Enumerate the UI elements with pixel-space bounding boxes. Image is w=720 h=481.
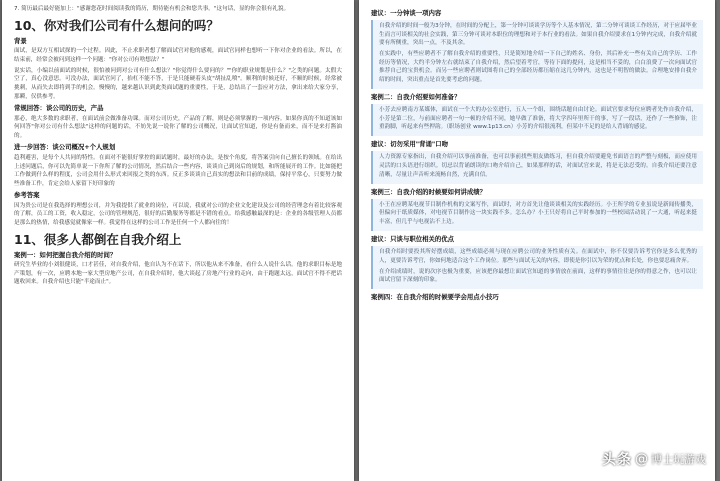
background-heading: 背景 (14, 36, 27, 45)
tip-prep-heading: 常规回答：谈公司的历史，产品 (14, 104, 104, 113)
left-page (2, 0, 354, 481)
suggestion-1-paragraph: 自我介绍的时间一般为3分钟，在时间的分配上，第一分钟可谈谈学历等个人基本情况，第二分钟可谈谈工作经历，对于应届毕业生而言可谈相关的社会实践，第三分钟可谈对本职位的理想和对于本行业的看法。如果自我介绍要求在1分钟内完成，自我介绍就要有所侧重，突出一点，不及其余。 (379, 23, 697, 47)
case-2-paragraph: 小芳去应聘南方某媒体，面试在一个大的办公室进行，五人一个组，围绕话题自由讨论。面试官要求每位应聘者先作自我介绍，小芳是第二位，与前面应聘者一句一顿的介绍不同，她早做了准备，将大学四年里所干的事，写了一段话，还作了一些修饰，注重韵脚，听起来有些押韵。（职场创业 www.1p13.cn）小芳的介绍很流利，但某中不足的是给人背诵的感觉。 (379, 107, 697, 131)
suggestion-3-heading: 建议：只谈与职位相关的优点 (371, 235, 455, 243)
watermark-author: 博士玩游戏 (651, 453, 706, 466)
case-1-heading: 案例一：如何把握自我介绍的时间？ (14, 250, 117, 259)
suggestion-3-paragraph: 自我介绍时要投其所好摆成绩，这些成绩必须与现在应聘公司的业务性质有关。在面试中，你不仅要告诉考官你是多么优秀的人，更要告诉考官，你如何地适合这个工作岗位。那些与面试无关的内容，即使是你引以为荣的优点和长处，你也要忍痛舍弃。 (379, 249, 697, 264)
suggestion-2-box (371, 151, 703, 183)
top-paragraph: 7. 简历最后最好能加上："感谢您花时间阅读我的简历，期待能有机会和您共事。"这句话，显的你会很有礼貌。 (14, 6, 290, 12)
suggestion-1-box (371, 20, 703, 89)
case-2-box (371, 104, 703, 136)
case-4-heading: 案例四：在自我介绍的时候要学会用点小技巧 (371, 293, 499, 302)
background-paragraph-2: 说实话，小编以前面试的时候，很怕被问到对公司有什么想法？"你觉得什么要问的？""你的职业规划是什么？"之类的问题。太假大空了，真心没意思。可没办法，面试官问了，抬杠不能不答，于是只能硬着头皮"胡扯乱喷"。顺利的时候还好，不顺的时候，经常被挑刺，从而失去即将到手的机会。慢慢的，越来越认识到此类面试题的重要性，于是，总结出了一套应对方法，拿出来给大家分享，那瞬，仅供参考。 (14, 67, 342, 100)
watermark-separator: @ (635, 451, 648, 467)
case-3-box (371, 199, 703, 231)
tip-plan-heading: 进一步回答：谈公司概况+个人规划 (14, 143, 116, 152)
reference-heading: 参考答案 (14, 191, 40, 200)
section-11-title: 11、很多人都倒在自我介绍上 (14, 231, 182, 247)
watermark-brand: 头条 (602, 452, 632, 468)
suggestion-2-heading: 建议：切勿采用"背诵"口吻 (371, 140, 448, 149)
background-paragraph: 面试，是双方互相试探的一个过程。因此，不止求职者想了解面试官对他的感观，面试官同样也想听一下你对企业的看法。所以，在结束前，经常会被问到这样一个问题："你对公司有啥想法？" (14, 48, 342, 63)
suggestion-3-paragraph-2: 在介绍成绩时，说的次序也极为重要，应该把你最想让面试官知道的事情放在前面，这样的事情往往是你的得意之作，也可以让面试官留下深刻的印象。 (379, 268, 697, 284)
suggestion-2-paragraph: 人力资源专家指出，自我介绍可以事前准备，也可以事前找些朋友做练习，但自我介绍要避免书面语言的严整与刻板，而应使用灵活的口头语进行组织。切忌以背诵朗读的口吻介绍自己，如果那样的话，对面试官来说，将是无法忍受的。自我介绍还要注意清晰，尽量让声音听来流畅自然，充满自信。 (379, 154, 697, 178)
watermark (602, 449, 706, 469)
reference-paragraph: 因为贵公司是在我选择的理想公司，并为我提供了就业的岗位，可以说，我就对公司的企业文化建设及公司的经营理念有着比较客观的了解，员工的工资，收入稳定，公司的管理规范，很好的后勤服务等都是不错的看点。给我感触最深的是：企业的各级管理人员都是那么的热情，给我感觉就像家一样。我觉得在这样的公司工作是任何一个人都向往的！ (14, 202, 342, 226)
case-3-heading: 案例三：自我介绍的时候要如何讲成绩？ (371, 187, 487, 196)
tip-prep-paragraph: 那必，绝大多数的求职者，在面试前会做准备功课。而对公司历史，产品的了解，则是必须掌握的一项内容。如果你真的不知道该如何回答"你对公司有什么想法"这样的问题的话，不妨先说一说你了解的公司概况，让面试官知道，你是有备而来，而不是来打酱油的。 (14, 115, 342, 139)
suggestion-3-box (371, 246, 703, 289)
suggestion-1-paragraph-2: 在实践中，有些应聘者不了解自我介绍的重要性，只是简短地介绍一下自己的姓名、身份，其后补充一些有关自己的学历、工作经历等情况，大约半分钟左右就结束了自我介绍，然后望着考官，等待下面的提问，这是相当不妥的，白白浪费了一次向面试官推荐自己的宝贵机会。而另一些应聘者则试图将自己的全部经历都压缩在这几分钟内，这也是不明智的做法。合理地安排自我介绍的时间，突出重点是首先要考虑的问题。 (379, 51, 697, 84)
right-page (359, 0, 715, 481)
section-10-title: 10、你对我们公司有什么想问的吗？ (14, 17, 219, 33)
case-3-paragraph: 小王在应聘某电视节目制作机构的文案写作，面试时，对方首先让他谈谈相关的实践经历。小王所学的专业虽说是新闻传播类，但偏向于纸质媒体，对电视节目制作这一块实践不多。怎么办？小王只好将自己平时参加的一些校园活动说了一大通，听起来挺丰富，但几乎与电视沾不上边。 (379, 201, 697, 225)
case-1-paragraph: 研究生毕业的小刘很健谈，口才甚佳，对自我介绍，他自认为不在话下，所以他从来不准备，看什么人说什么话。他的求职目标是地产策划，有一次，应聘本地一家大型房地产公司，在自我介绍时，他大谈起了房地产行业的走向，由于跑题太远，面试官不得不把话题收回来。自我介绍也只能"半途而止"。 (14, 262, 342, 286)
case-2-heading: 案例二：自我介绍要如何准备？ (371, 93, 461, 102)
tip-plan-paragraph: 趋利避害，是每个人共同的特性。在面对不能很好掌控的面试题时，最好的办法，是按个角度，将答案引向自己擅长的领域。在给出上述问题后，你可以先简单说一下你所了解的公司情况，然后结合一些内容，谈谈自己到岗后的规划，和所能展开的工作。比如能把工作做到什么样的程度，公司会用什么形式来回报之类的东西。反正多谈谈自己真实的想法和目前的成绩，保持平常心，只要努力做些准备工作，肯定会给人家留下好印象的 (14, 154, 342, 187)
suggestion-1-heading: 建议：一分钟谈一项内容 (371, 9, 442, 17)
